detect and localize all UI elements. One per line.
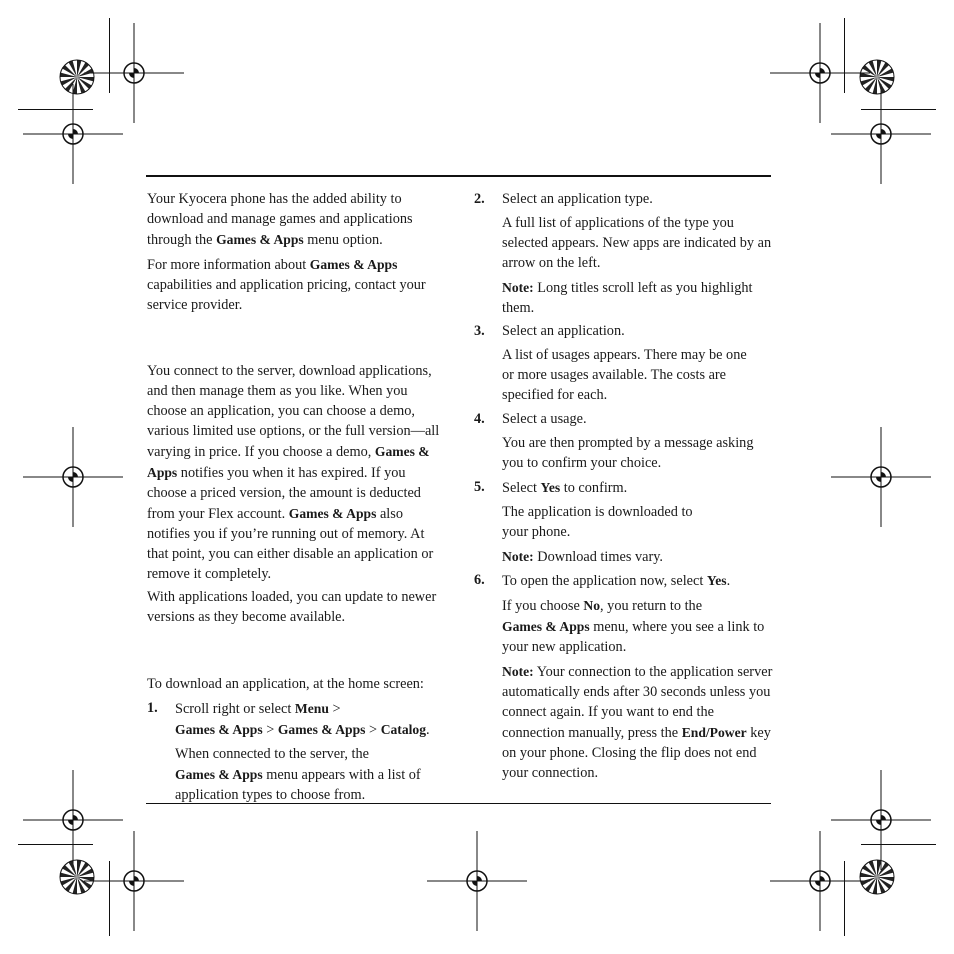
section-gap: [147, 632, 447, 675]
step-2: 2. Select an application type.: [474, 190, 774, 210]
step-number: 3.: [474, 323, 485, 340]
updates-paragraph: With applications loaded, you can update to newer versions as they become available.: [147, 589, 437, 626]
registration-crosshair-icon: [84, 831, 184, 931]
step-number: 6.: [474, 572, 485, 589]
star-target-icon: [59, 859, 95, 895]
step-1: 1. Scroll right or select Menu > Games & Apps > Games & Apps > Catalog.: [147, 700, 430, 739]
top-rule: [146, 175, 771, 177]
registration-crosshair-icon: [23, 427, 123, 527]
step-3-detail: A list of usages appears. There may be one or more usages available. The costs are specified for each.: [502, 347, 747, 404]
download-intro: To download an application, at the home screen:: [147, 676, 424, 693]
intro-paragraph-2: For more information about Games & Apps capabilities and application pricing, contact your service provider.: [147, 256, 426, 313]
left-column: [147, 190, 447, 810]
step-5-note: Note: Download times vary.: [502, 548, 664, 565]
registration-crosshair-icon: [427, 831, 527, 931]
step-number: 1.: [147, 700, 158, 717]
step-6-note: Note: Your connection to the application server automatically ends after 30 seconds unless you connect again. If you want to end the connection manually, press the End/Power key on your phone. Closing the flip does not end your connection.: [502, 664, 773, 781]
step-4-detail: You are then prompted by a message asking you to confirm your choice.: [502, 434, 754, 471]
registration-crosshair-icon: [770, 831, 870, 931]
step-3: 3. Select an application.: [474, 322, 774, 342]
step-5-detail: The application is downloaded to your phone.: [502, 503, 693, 540]
registration-crosshair-icon: [831, 427, 931, 527]
registration-crosshair-icon: [23, 84, 123, 184]
step-6: 6. To open the application now, select Yes.: [474, 572, 731, 590]
step-number: 5.: [474, 478, 485, 495]
star-target-icon: [59, 59, 95, 95]
step-1-detail: When connected to the server, the Games & Apps menu appears with a list of application types to choose from.: [175, 745, 421, 803]
star-target-icon: [859, 859, 895, 895]
step-5: 5. Select Yes to confirm.: [474, 478, 628, 496]
right-column: [474, 190, 774, 787]
step-2-note: Note: Long titles scroll left as you highlight them.: [502, 279, 753, 316]
intro-paragraph-1: Your Kyocera phone has the added ability to download and manage games and applications through the Games & Apps menu option.: [147, 191, 413, 248]
section-gap: [147, 319, 447, 362]
registration-crosshair-icon: [831, 84, 931, 184]
star-target-icon: [859, 59, 895, 95]
step-number: 4.: [474, 411, 485, 428]
step-4: 4. Select a usage.: [474, 410, 774, 430]
how-it-works-paragraph: You connect to the server, download applications, and then manage them as you like. When you choose an application, you can choose a demo, various limited use options, or the full version—all varying in price. If you choose a demo, Games & Apps notifies you when it has expired. If you choose a priced version, the amount is deducted from your Flex account. Games & Apps also notifies you if you’re running out of memory. At that point, you can either disable an application or remove it completely.: [147, 363, 440, 582]
step-number: 2.: [474, 191, 485, 207]
step-2-detail: A full list of applications of the type you selected appears. New apps are indicated by an arrow on the left.: [502, 214, 772, 271]
step-6-detail: If you choose No, you return to the Games & Apps menu, where you see a link to your new application.: [502, 598, 765, 656]
